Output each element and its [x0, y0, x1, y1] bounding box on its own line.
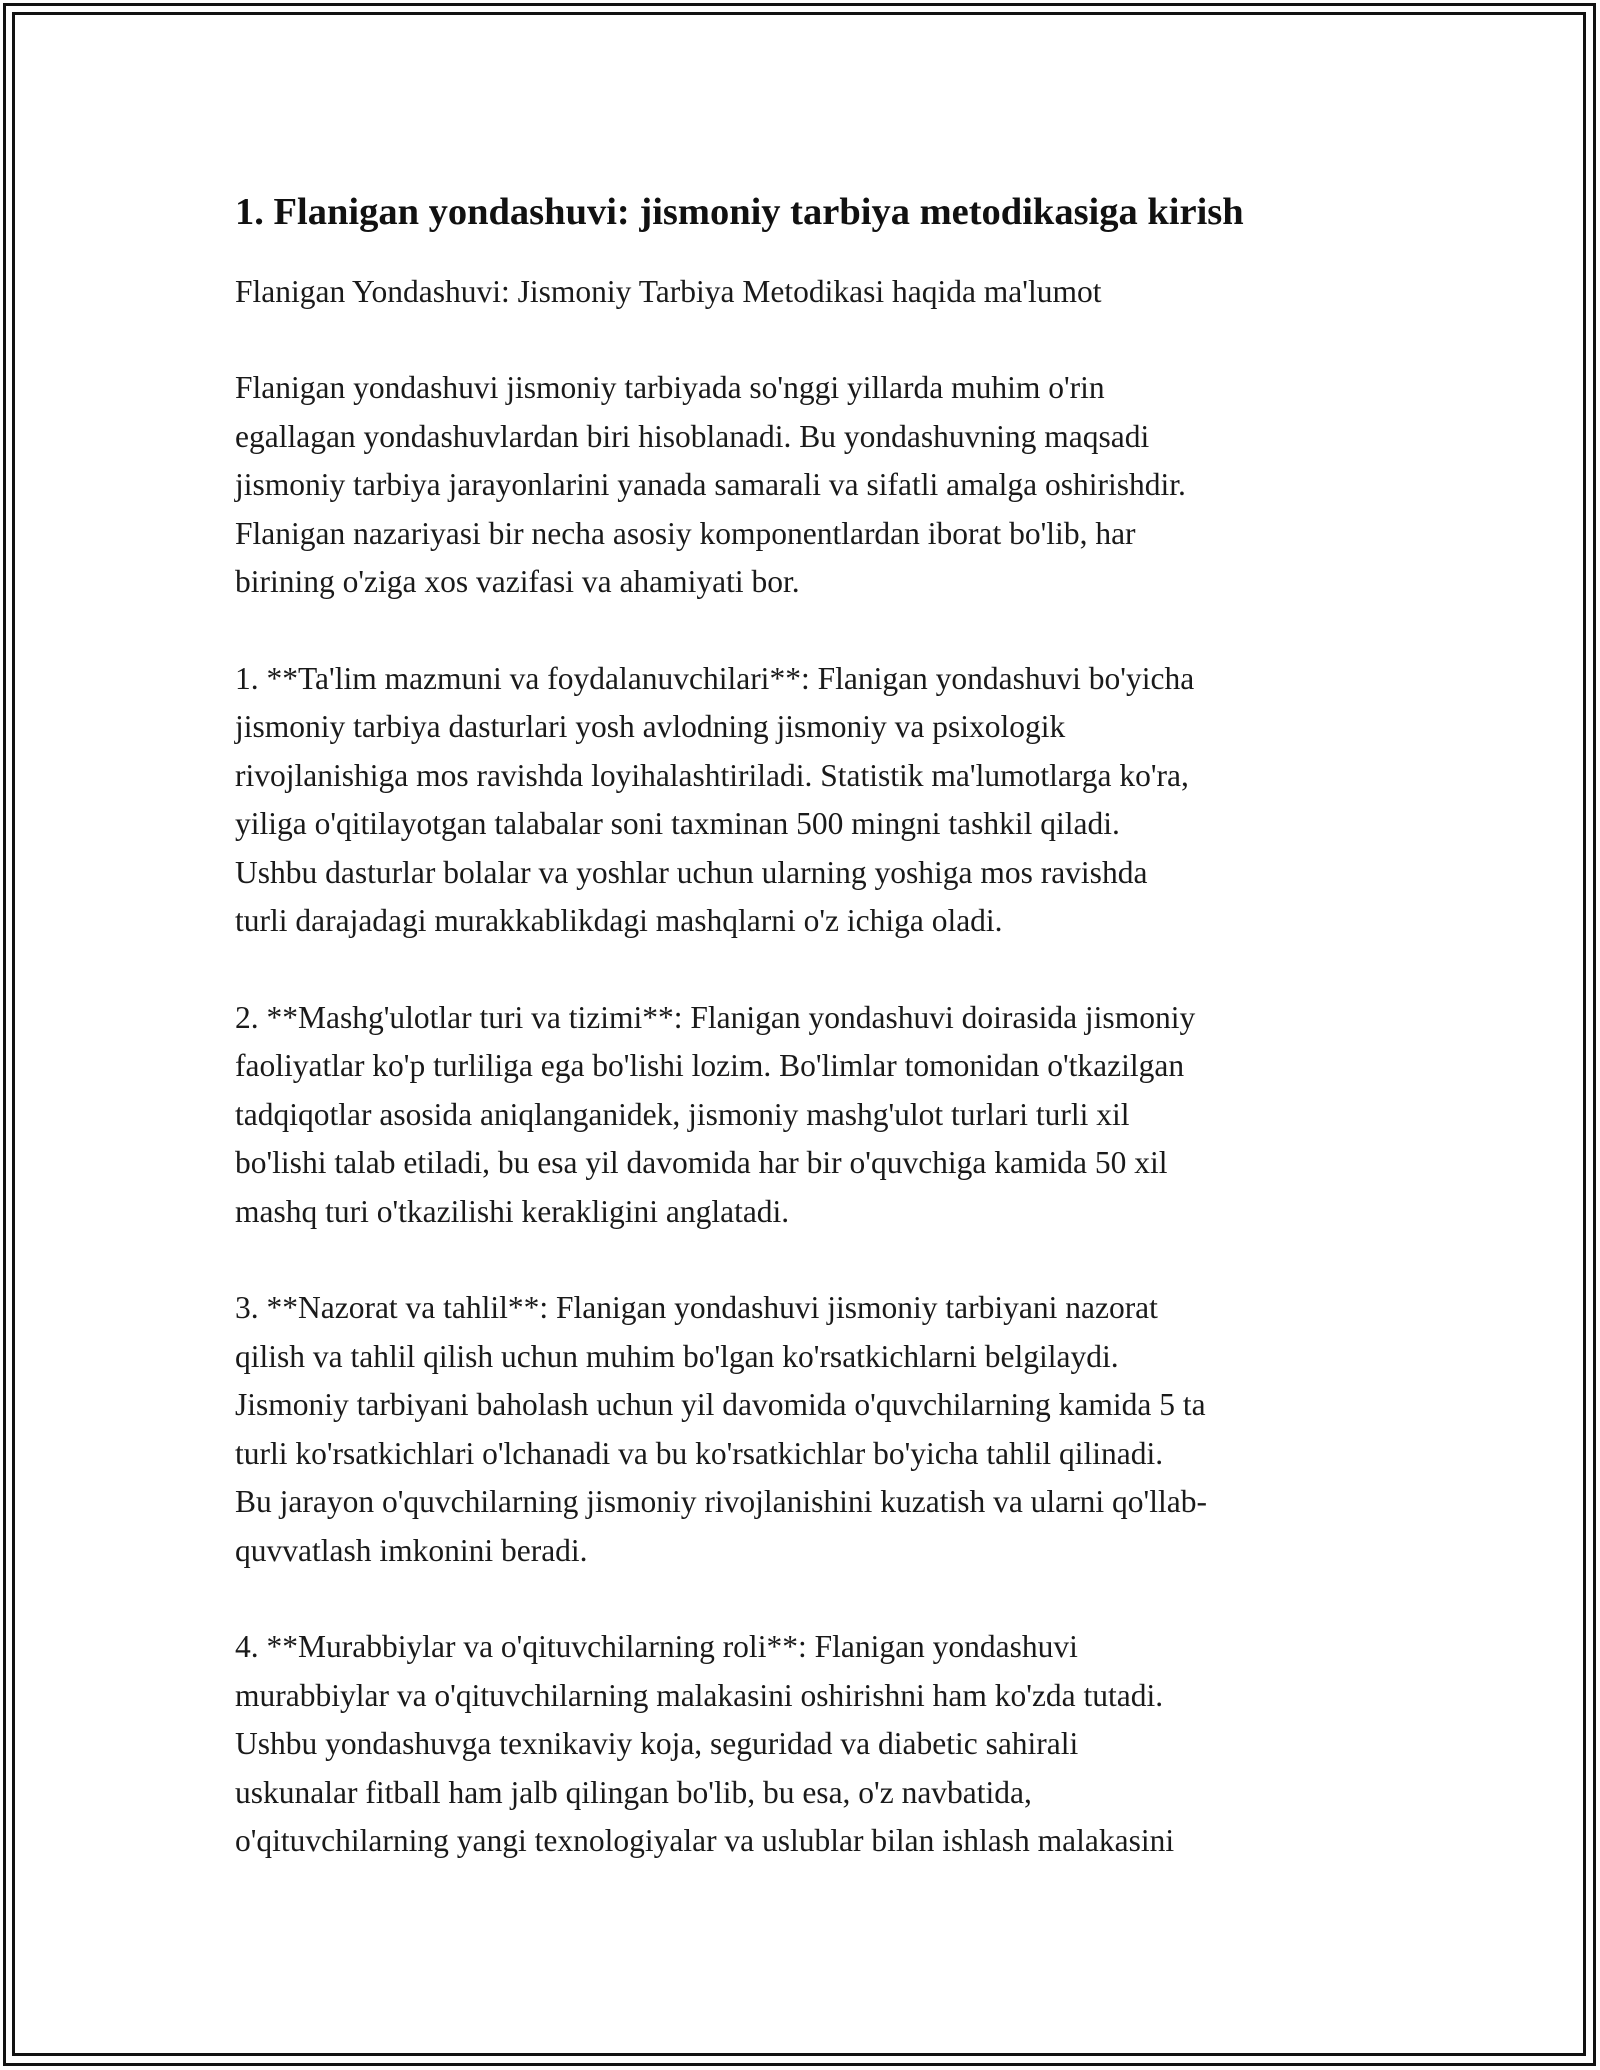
text-line: Ushbu dasturlar bolalar va yoshlar uchun ularning yoshiga mos ravishda — [235, 854, 1148, 890]
text-line: murabbiylar va o'qituvchilarning malakasini oshirishni ham ko'zda tutadi. — [235, 1677, 1164, 1713]
text-line: o'qituvchilarning yangi texnologiyalar va uslublar bilan ishlash malakasini — [235, 1823, 1175, 1858]
section-2-paragraph — [235, 994, 1395, 1237]
document-body — [235, 186, 1395, 1914]
text-line: Bu jarayon o'quvchilarning jismoniy rivojlanishini kuzatish va ularni qo'llab- — [235, 1484, 1207, 1519]
text-line: turli ko'rsatkichlari o'lchanadi va bu ko'rsatkichlar bo'yicha tahlil qilinadi. — [235, 1435, 1164, 1471]
text-line: Ushbu yondashuvga texnikaviy koja, seguridad va diabetic sahirali — [235, 1726, 1079, 1761]
text-line: birining o'ziga xos vazifasi va ahamiyati bor. — [235, 564, 800, 599]
text-line: egallagan yondashuvlardan biri hisoblanadi. Bu yondashuvning maqsadi — [235, 418, 1150, 454]
text-line: 4. **Murabbiylar va o'qituvchilarning roli**: Flanigan yondashuvi — [235, 1629, 1078, 1664]
text-line: turli darajadagi murakkablikdagi mashqlarni o'z ichiga oladi. — [235, 903, 1003, 938]
text-line: Flanigan yondashuvi jismoniy tarbiyada so'nggi yillarda muhim o'rin — [235, 370, 1105, 405]
intro-paragraph — [235, 364, 1395, 607]
text-line: mashq turi o'tkazilishi kerakligini anglatadi. — [235, 1193, 790, 1229]
text-line: quvvatlash imkonini beradi. — [235, 1532, 588, 1568]
section-4-paragraph — [235, 1623, 1395, 1866]
text-line: 3. **Nazorat va tahlil**: Flanigan yondashuvi jismoniy tarbiyani nazorat — [235, 1290, 1158, 1325]
text-line: Flanigan nazariyasi bir necha asosiy komponentlardan iborat bo'lib, har — [235, 515, 1136, 551]
text-line: bo'lishi talab etiladi, bu esa yil davomida har bir o'quvchiga kamida 50 xil — [235, 1145, 1168, 1180]
text-line: faoliyatlar ko'p turliliga ega bo'lishi lozim. Bo'limlar tomonidan o'tkazilgan — [235, 1048, 1185, 1083]
text-line: tadqiqotlar asosida aniqlanganidek, jismoniy mashg'ulot turlari turli xil — [235, 1096, 1130, 1132]
text-line: jismoniy tarbiya jarayonlarini yanada samarali va sifatli amalga oshirishdir. — [235, 467, 1186, 502]
text-line: jismoniy tarbiya dasturlari yosh avlodning jismoniy va psixologik — [235, 709, 1066, 744]
section-3-paragraph — [235, 1284, 1395, 1575]
section-1-paragraph — [235, 655, 1395, 946]
text-line: 2. **Mashg'ulotlar turi va tizimi**: Flanigan yondashuvi doirasida jismoniy — [235, 999, 1196, 1035]
text-line: yiliga o'qitilayotgan talabalar soni taxminan 500 mingni tashkil qiladi. — [235, 806, 1120, 841]
document-title: 1. Flanigan yondashuvi: jismoniy tarbiya metodikasiga kirish — [235, 191, 1244, 233]
text-line: qilish va tahlil qilish uchun muhim bo'lgan ko'rsatkichlarni belgilaydi. — [235, 1338, 1119, 1374]
text-line: Jismoniy tarbiyani baholash uchun yil davomida o'quvchilarning kamida 5 ta — [235, 1387, 1206, 1422]
text-line: rivojlanishiga mos ravishda loyihalashtiriladi. Statistik ma'lumotlarga ko'ra, — [235, 757, 1189, 793]
text-line: uskunalar fitball ham jalb qilingan bo'lib, bu esa, o'z navbatida, — [235, 1774, 1032, 1810]
document-subtitle: Flanigan Yondashuvi: Jismoniy Tarbiya Metodikasi haqida ma'lumot — [235, 274, 1102, 309]
text-line: 1. **Ta'lim mazmuni va foydalanuvchilari**: Flanigan yondashuvi bo'yicha — [235, 660, 1195, 696]
